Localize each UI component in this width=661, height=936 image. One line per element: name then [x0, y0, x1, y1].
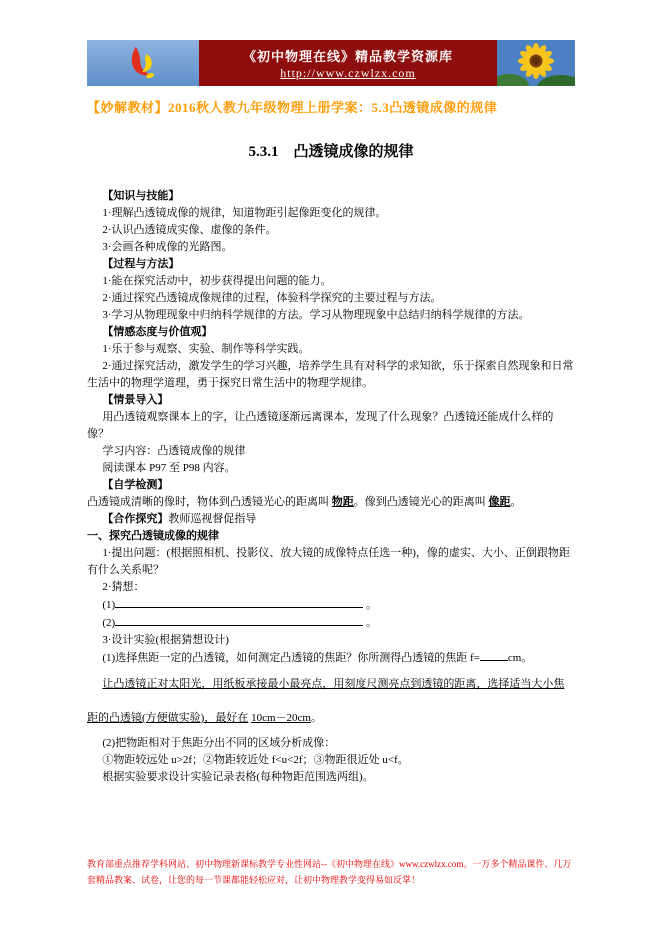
flower-logo-icon — [123, 45, 163, 81]
table-note-line: 根据实验要求设计实验记录表格(每种物距范围选两组)。 — [102, 771, 374, 783]
design-label: 3·设计实验(根据猜想设计) — [102, 634, 229, 646]
focal-question-part-2: cm。 — [507, 652, 533, 664]
section-knowledge-header: 【知识与技能】 — [102, 190, 180, 202]
document-body — [87, 188, 575, 786]
banner-text-panel — [199, 40, 497, 86]
site-banner — [87, 40, 575, 86]
selfcheck-part-2: 。像到凸透镜光心的距离叫 — [353, 496, 486, 508]
banner-url-link[interactable]: http://www.czwlzx.com — [280, 65, 416, 80]
coop-header-text: 【合作探究】 — [102, 513, 169, 525]
learn-content-line: 学习内容：凸透镜成像的规律 — [102, 445, 246, 457]
selfcheck-answer-line — [87, 494, 575, 511]
document-content — [0, 40, 661, 786]
question-text: 1·提出问题：(根据照相机、投影仪、放大镜的成像特点任选一种)，像的虚实、大小、正倒跟物距有什么关系呢？ — [87, 547, 570, 576]
process-item-1: 1·能在探究活动中，初步获得提出问题的能力。 — [102, 275, 332, 287]
emotion-item-2: 2·通过探究活动，激发学生的学习兴趣，培养学生具有对科学的求知欲，乐于探索自然现象和日常生活中的物理学道理，勇于探究日常生活中的物理学规律。 — [87, 360, 574, 389]
process-item-2: 2·通过探究凸透镜成像规律的过程，体验科学探究的主要过程与方法。 — [102, 292, 442, 304]
method-instruction-line — [87, 667, 575, 735]
banner-photo-panel — [497, 40, 575, 86]
selfcheck-part-3: 。 — [510, 496, 522, 508]
intro-text: 用凸透镜观察课本上的字，让凸透镜逐渐远离课本，发现了什么现象？凸透镜还能成什么样的像？ — [87, 411, 554, 440]
coop-note-text: 教师巡视督促指导 — [168, 513, 257, 525]
section-emotion-header: 【情感态度与价值观】 — [102, 326, 213, 338]
footer-note: 教育部重点推荐学科网站、初中物理新课标教学专业性网站--《初中物理在线》www.czwlzx.com。一万多个精品课件、几万套精品教案、试卷，让您的每一节课都能轻松应对，让初中物理教学变得易如反掌！ — [87, 859, 572, 885]
guess-prefix-1: (1) — [102, 599, 116, 611]
region-intro-line: (2)把物距相对于焦距分出不同的区域分析成像： — [102, 737, 336, 749]
focal-question-line — [87, 649, 575, 667]
guess-blank-line-1 — [87, 596, 575, 614]
guess-label: 2·猜想： — [102, 581, 145, 593]
knowledge-item-2: 2·认识凸透镜成实像、虚像的条件。 — [102, 224, 277, 236]
selfcheck-part-1: 凸透镜成清晰的像时，物体到凸透镜光心的距离叫 — [87, 496, 329, 508]
guess-suffix-1: 。 — [365, 599, 377, 611]
banner-title: 《初中物理在线》精品教学资源库 — [242, 48, 453, 64]
blank-underline-1 — [115, 596, 363, 608]
page-title: 5.3.1 凸透镜成像的规律 — [248, 144, 414, 160]
sunflower-icon — [497, 40, 575, 86]
knowledge-item-3: 3·会画各种成像的光路图。 — [102, 241, 233, 253]
section-intro-header: 【情景导入】 — [102, 394, 169, 406]
blank-underline-2 — [115, 614, 363, 626]
read-text-line: 阅读课本 P97 至 P98 内容。 — [102, 462, 236, 474]
knowledge-item-1: 1·理解凸透镜成像的规律，知道物距引起像距变化的规律。 — [102, 207, 387, 219]
region-cases-line: ①物距较远处 u>2f；②物距较近处 f<u<2f；③物距很近处 u<f。 — [102, 754, 409, 766]
explore-title: 一、探究凸透镜成像的规律 — [87, 530, 219, 542]
emotion-item-1: 1·乐于参与观察、实验、制作等科学实践。 — [102, 343, 310, 355]
focal-question-part-1: (1)选择焦距一定的凸透镜，如何测定凸透镜的焦距？你所测得凸透镜的焦距 f= — [102, 652, 480, 664]
section-process-header: 【过程与方法】 — [102, 258, 180, 270]
section-selfcheck-header: 【自学检测】 — [102, 479, 169, 491]
doc-subject-line: 【妙解教材】2016秋人教九年级物理上册学案：5.3凸透镜成像的规律 — [87, 100, 498, 115]
banner-logo-panel — [87, 40, 199, 86]
guess-prefix-2: (2) — [102, 617, 116, 629]
guess-suffix-2: 。 — [365, 617, 377, 629]
method-range-text: 10cm－20cm — [251, 712, 311, 724]
focal-blank-underline — [480, 649, 508, 661]
section-coop-header — [87, 511, 575, 528]
selfcheck-answer-1: 物距 — [331, 496, 354, 508]
guess-blank-line-2 — [87, 614, 575, 632]
process-item-3: 3·学习从物理现象中归纳科学规律的方法。学习从物理现象中总结归纳科学规律的方法。 — [102, 309, 530, 321]
method-end-mark: 。 — [310, 712, 322, 724]
method-underlined-text: 让凸透镜正对太阳光，用纸板承接最小最亮点，用刻度尺测亮点到透镜的距离，选择适当大小焦距的凸透镜(方便做实验)，最好在 — [87, 678, 565, 724]
selfcheck-answer-2: 像距 — [488, 496, 511, 508]
